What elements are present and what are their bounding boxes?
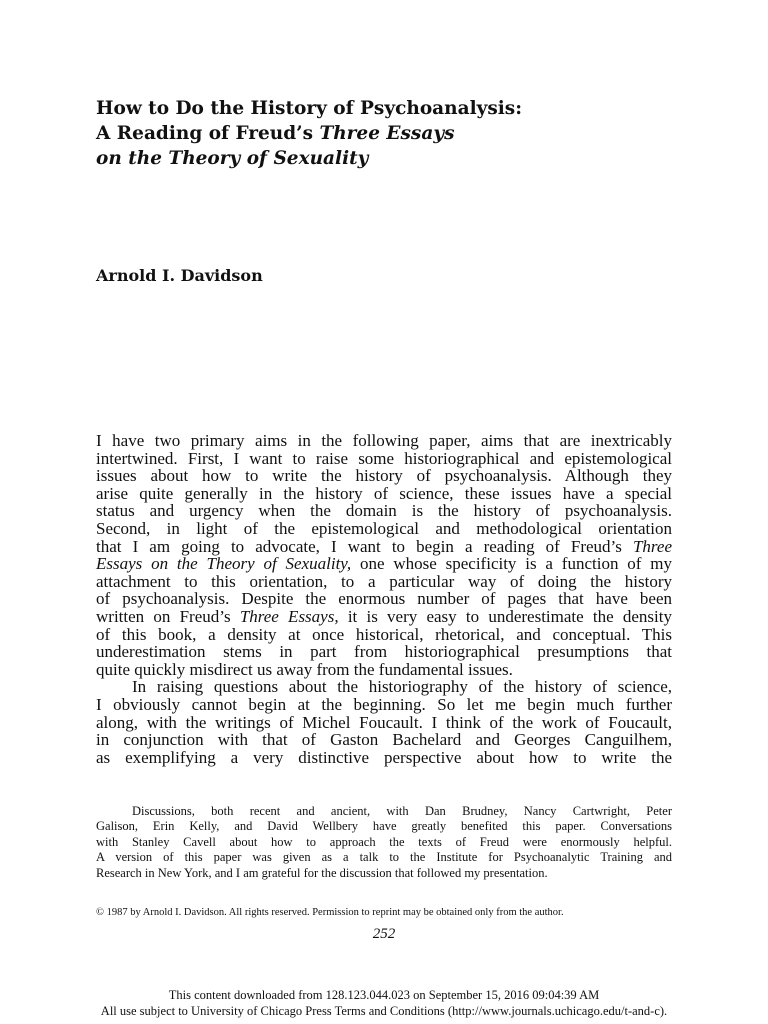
author-name: Arnold I. Davidson <box>96 266 263 285</box>
body-line: along, with the writings of Michel Foucault. I think of the work of Foucault, <box>96 712 672 732</box>
body-line <box>96 538 672 556</box>
body-line <box>96 608 672 626</box>
body-line <box>96 555 672 573</box>
body-line: as exemplifying a very distinctive perspective about how to write the <box>96 747 672 767</box>
body-line: issues about how to write the history of psychoanalysis. Although they <box>96 466 672 486</box>
footnote-line: Research in New York, and I am grateful for the discussion that followed my presentation. <box>96 865 548 880</box>
body-line-italic: Essays on the Theory of Sexuality, <box>96 554 352 574</box>
page-number: 252 <box>372 926 396 942</box>
body-line-text: that I am going to advocate, I want to begin a reading of Freud’s <box>96 536 633 556</box>
body-line: intertwined. First, I want to raise some historiographical and epistemological <box>96 448 672 468</box>
title-line-2-prefix: A Reading of Freud’s <box>96 123 320 144</box>
article-title <box>96 96 716 171</box>
body-line: of this book, a density at once historical, rhetorical, and conceptual. This <box>96 624 672 644</box>
title-line-3-italic: on the Theory of Sexuality <box>96 148 369 169</box>
body-line: in conjunction with that of Gaston Bachelard and Georges Canguilhem, <box>96 730 672 750</box>
body-line: arise quite generally in the history of science, these issues have a special <box>96 483 672 503</box>
body-line: underestimation stems in part from historiographical presumptions that <box>96 642 672 662</box>
footnote-line: Galison, Erin Kelly, and David Wellbery have greatly benefited this paper. Conversations <box>96 819 672 834</box>
footnote-line: Discussions, both recent and ancient, with Dan Brudney, Nancy Cartwright, Peter <box>132 804 672 818</box>
download-notice <box>0 988 768 1019</box>
footnote-line: A version of this paper was given as a talk to the Institute for Psychoanalytic Training and <box>96 850 672 865</box>
title-line-1: How to Do the History of Psychoanalysis: <box>96 98 523 119</box>
footnote <box>96 804 672 881</box>
body-line: I obviously cannot begin at the beginning. So let me begin much further <box>96 694 672 714</box>
paragraph-1 <box>96 432 672 678</box>
body-line: In raising questions about the historiography of the history of science, <box>132 677 672 697</box>
title-line-2-italic: Three Essays <box>319 123 455 144</box>
body-line-italic: Three <box>632 536 672 556</box>
body-line: I have two primary aims in the following paper, aims that are inextricably <box>96 431 672 450</box>
title-line-2 <box>96 121 716 146</box>
body-line-italic: Three Essays, <box>239 606 339 626</box>
title-line-3 <box>96 146 716 171</box>
body-line: of psychoanalysis. Despite the enormous number of pages that have been <box>96 589 672 609</box>
footnote-line: with Stanley Cavell about how to approach the texts of Freud were enormously helpful. <box>96 834 672 849</box>
copyright-notice: © 1987 by Arnold I. Davidson. All rights reserved. Permission to reprint may be obtained only from the author. <box>96 907 564 918</box>
body-line: status and urgency when the domain is the history of psychoanalysis. <box>96 501 672 521</box>
body-line-text: one whose specificity is a function of my <box>351 554 672 574</box>
body-line: Second, in light of the epistemological and methodological orientation <box>96 518 672 538</box>
body-line-text: written on Freud’s <box>96 606 240 626</box>
download-notice-line-1: This content downloaded from 128.123.044.023 on September 15, 2016 09:04:39 AM <box>168 988 600 1002</box>
paragraph-2 <box>96 678 672 766</box>
download-notice-line-2: All use subject to University of Chicago Press Terms and Conditions (http://www.journals.uchicago.edu/t-and-c). <box>100 1003 668 1018</box>
body-line: attachment to this orientation, to a particular way of doing the history <box>96 571 672 591</box>
body-line-text: it is very easy to underestimate the density <box>338 606 672 626</box>
body-text <box>96 432 672 766</box>
body-line: quite quickly misdirect us away from the fundamental issues. <box>96 659 513 679</box>
